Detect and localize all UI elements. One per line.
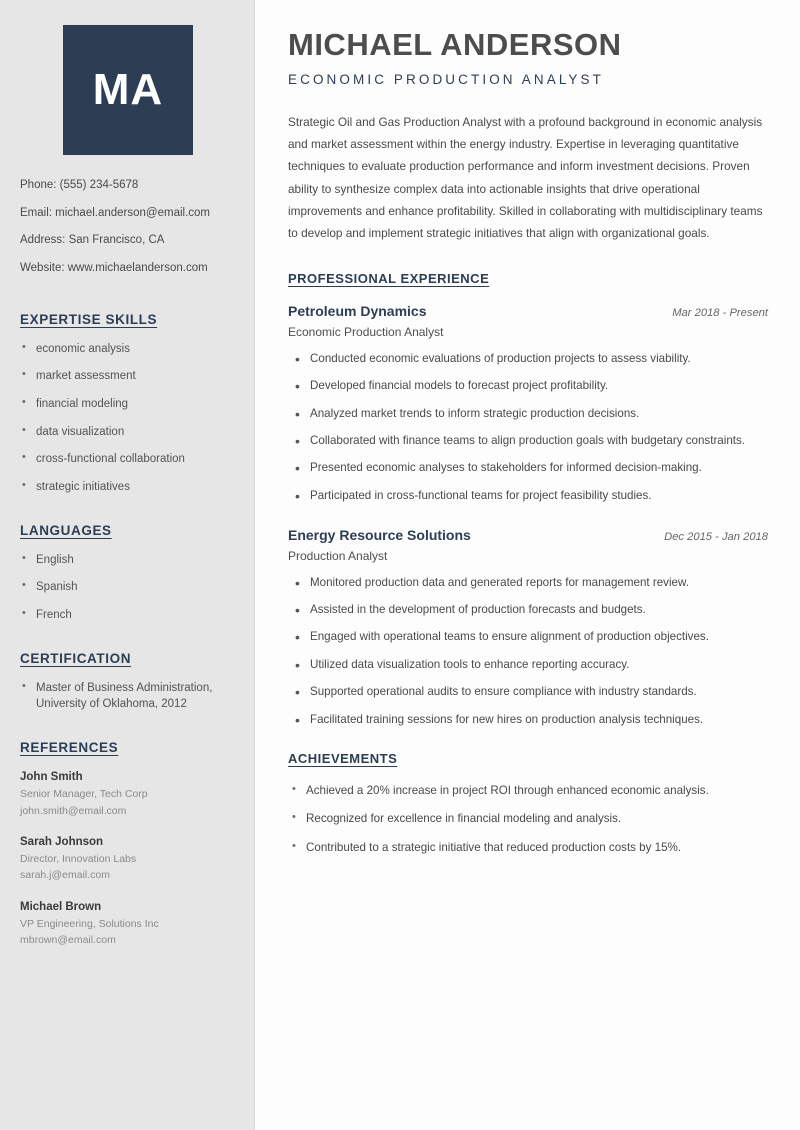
contact-list (20, 177, 236, 277)
list-item (20, 769, 236, 819)
references-section (20, 739, 236, 948)
employment-dates: Dec 2015 - Jan 2018 (664, 531, 768, 544)
reference-email: mbrown@email.com (20, 934, 116, 947)
experience-header (288, 526, 768, 546)
reference-title: Director, Innovation Labs (20, 853, 137, 866)
list-item: • financial modeling (20, 396, 236, 413)
sidebar (0, 0, 255, 1130)
avatar-wrapper (20, 25, 236, 155)
contact-website: Website: www.michaelanderson.com (20, 262, 208, 275)
reference-name: Michael Brown (20, 900, 102, 913)
reference-title: Senior Manager, Tech Corp (20, 788, 148, 801)
list-item: • Engaged with operational teams to ensure alignment of production objectives. (288, 628, 768, 645)
job-role: Economic Production Analyst (288, 324, 444, 339)
experience-entry (288, 526, 768, 728)
list-item: • Utilized data visualization tools to enhance reporting accuracy. (288, 656, 768, 673)
responsibility-list (288, 350, 768, 504)
avatar: MA (63, 25, 193, 155)
professional-title: ECONOMIC PRODUCTION ANALYST (288, 72, 604, 88)
reference-name: John Smith (20, 771, 83, 784)
list-item: • Supported operational audits to ensure compliance with industry standards. (288, 683, 768, 700)
list-item (20, 899, 236, 949)
reference-name: Sarah Johnson (20, 835, 104, 848)
languages-section (20, 522, 236, 624)
certification-section (20, 650, 236, 713)
list-item: • market assessment (20, 368, 236, 385)
list-item: • Developed financial models to forecast project profitability. (288, 377, 768, 394)
skills-list (20, 341, 236, 496)
list-item: • Collaborated with finance teams to align production goals with budgetary constraints. (288, 432, 768, 449)
experience-section (288, 270, 768, 728)
list-item: • Participated in cross-functional teams for project feasibility studies. (288, 487, 768, 504)
responsibility-list (288, 574, 768, 728)
company-name: Energy Resource Solutions (288, 527, 471, 544)
list-item: • Contributed to a strategic initiative that reduced production costs by 15%. (288, 839, 768, 856)
list-item: • Spanish (20, 579, 236, 596)
achievements-list (288, 782, 768, 856)
contact-address: Address: San Francisco, CA (20, 234, 165, 247)
experience-header (288, 302, 768, 322)
professional-summary: Strategic Oil and Gas Production Analyst with a profound background in economic analysis and market assessment within the energy industry. Expertise in leveraging quantitative techniques to evaluate production performance and inform investment decisions. Proven ability to synthesize complex data into actionable insights that drive operational improvements and enhance profitability. Skilled in collaborating with multidisciplinary teams to develop and implement strategic initiatives that align with organizational goals. (288, 115, 763, 240)
skills-section (20, 311, 236, 496)
contact-email: Email: michael.anderson@email.com (20, 206, 210, 219)
list-item: • Conducted economic evaluations of production projects to assess viability. (288, 350, 768, 367)
references-heading: REFERENCES (20, 740, 119, 756)
list-item: • data visualization (20, 424, 236, 441)
list-item: • economic analysis (20, 341, 236, 358)
achievements-section (288, 750, 768, 856)
list-item: • Master of Business Administration, University of Oklahoma, 2012 (20, 680, 236, 713)
list-item: • French (20, 607, 236, 624)
reference-email: john.smith@email.com (20, 804, 127, 817)
main-content (255, 0, 800, 1130)
company-name: Petroleum Dynamics (288, 303, 427, 320)
employment-dates: Mar 2018 - Present (672, 307, 768, 320)
list-item: • Analyzed market trends to inform strategic production decisions. (288, 405, 768, 422)
skills-heading: EXPERTISE SKILLS (20, 311, 158, 327)
contact-phone: Phone: (555) 234-5678 (20, 179, 139, 191)
achievements-heading: ACHIEVEMENTS (288, 751, 398, 766)
languages-list (20, 552, 236, 624)
list-item: • English (20, 552, 236, 569)
languages-heading: LANGUAGES (20, 522, 112, 538)
list-item: • Recognized for excellence in financial modeling and analysis. (288, 810, 768, 827)
list-item: • strategic initiatives (20, 479, 236, 496)
list-item: • Achieved a 20% increase in project ROI through enhanced economic analysis. (288, 782, 768, 799)
reference-title: VP Engineering, Solutions Inc (20, 917, 159, 930)
list-item (20, 834, 236, 884)
certification-heading: CERTIFICATION (20, 650, 132, 666)
experience-heading: PROFESSIONAL EXPERIENCE (288, 271, 490, 287)
page-title: MICHAEL ANDERSON (288, 27, 622, 62)
job-role: Production Analyst (288, 548, 388, 563)
certification-list (20, 680, 236, 713)
experience-entry (288, 302, 768, 504)
list-item: • cross-functional collaboration (20, 451, 236, 468)
list-item: • Assisted in the development of production forecasts and budgets. (288, 601, 768, 618)
list-item: • Monitored production data and generated reports for management review. (288, 574, 768, 591)
list-item: • Facilitated training sessions for new hires on production analysis techniques. (288, 711, 768, 728)
list-item: • Presented economic analyses to stakeholders for informed decision-making. (288, 459, 768, 476)
reference-email: sarah.j@email.com (20, 869, 111, 882)
